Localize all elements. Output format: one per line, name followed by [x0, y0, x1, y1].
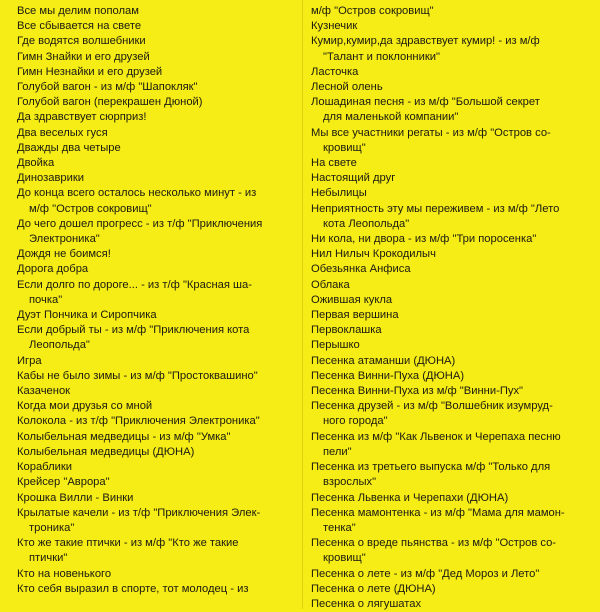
song-title-continuation: м/ф "Остров сокровищ" [29, 202, 152, 215]
song-title-line: Два веселых гуся [17, 126, 108, 139]
song-title-line: Кумир,кумир,да здравствует кумир! - из м/ф [311, 35, 540, 48]
song-title-line: Обезьянка Анфиса [311, 263, 411, 276]
song-title [17, 186, 297, 216]
song-title-line: Гимн Знайки и его друзей [17, 50, 150, 63]
column-divider [302, 0, 303, 609]
song-title-line: Колыбельная медведицы (ДЮНА) [17, 445, 195, 458]
song-title-line: Песенка о лягушатах [311, 597, 422, 610]
song-title [311, 186, 595, 201]
song-title-line: Если добрый ты - из м/ф "Приключения кота [17, 324, 250, 337]
song-title [311, 430, 595, 460]
song-title [311, 506, 595, 536]
song-title-continuation: почка" [29, 293, 63, 306]
song-title-line: До чего дошел прогресс - из т/ф "Приключения [17, 217, 263, 230]
song-title-line: Ожившая кукла [311, 293, 393, 306]
song-title [311, 262, 595, 277]
song-title [17, 217, 297, 247]
song-title-line: Кто же такие птички - из м/ф "Кто же такие [17, 537, 239, 550]
song-title-line: Песенка Львенка и Черепахи (ДЮНА) [311, 491, 509, 504]
song-title [311, 597, 595, 612]
song-title [17, 247, 297, 262]
song-title-line: Кораблики [17, 461, 73, 474]
song-title-continuation: кота Леопольда" [323, 217, 410, 230]
song-title-line: Гимн Незнайки и его друзей [17, 65, 163, 78]
song-title [311, 202, 595, 232]
song-title-line: Кузнечик [311, 20, 358, 33]
song-title [311, 567, 595, 582]
song-title [17, 126, 297, 141]
song-title-line: Лошадиная песня - из м/ф "Большой секрет [311, 96, 540, 109]
song-title [17, 475, 297, 490]
song-title-line: Кабы не было зимы - из м/ф "Простоквашино" [17, 369, 258, 382]
song-title-line: Крошка Вилли - Винки [17, 491, 134, 504]
song-title [311, 156, 595, 171]
song-title-line: На свете [311, 157, 357, 170]
song-title [311, 460, 595, 490]
song-title [17, 110, 297, 125]
song-title [17, 491, 297, 506]
song-title [17, 50, 297, 65]
song-title-line: Небылицы [311, 187, 367, 200]
song-title [311, 323, 595, 338]
song-title [311, 232, 595, 247]
song-title [311, 293, 595, 308]
song-title-line: Когда мои друзья со мной [17, 400, 153, 413]
song-title-line: Первая вершина [311, 309, 399, 322]
song-title-line: Песенка Винни-Пуха из м/ф "Винни-Пух" [311, 385, 524, 398]
song-title-continuation: птички" [29, 552, 68, 565]
song-title-line: Дорога добра [17, 263, 89, 276]
song-title [17, 536, 297, 566]
song-list-left-column [17, 4, 297, 597]
song-title-line: Песенка о лете - из м/ф "Дед Мороз и Лето" [311, 567, 540, 580]
song-title [17, 308, 297, 323]
song-title [311, 491, 595, 506]
song-title-continuation: ного города" [323, 415, 388, 428]
song-title [311, 308, 595, 323]
song-title-line: Голубой вагон - из м/ф "Шапокляк" [17, 81, 198, 94]
song-title [17, 156, 297, 171]
song-title-line: Все сбывается на свете [17, 20, 142, 33]
song-title-line: Все мы делим пополам [17, 5, 139, 17]
song-title-line: Двойка [17, 157, 55, 170]
song-title-line: Песенка из м/ф "Как Львенок и Черепаха песню [311, 430, 561, 443]
song-title-line: Песенка из третьего выпуска м/ф "Только для [311, 461, 551, 474]
song-title [311, 582, 595, 597]
song-title-line: Да здравствует сюрприз! [17, 111, 147, 124]
song-title-line: До конца всего осталось несколько минут - из [17, 187, 257, 200]
song-title [311, 384, 595, 399]
song-title-line: Первоклашка [311, 324, 382, 337]
song-title-continuation: взрослых" [323, 476, 377, 489]
song-title-line: Песенка друзей - из м/ф "Волшебник изумруд- [311, 400, 553, 413]
song-title-continuation: троника" [29, 521, 75, 534]
song-title-line: Ни кола, ни двора - из м/ф "Три поросенка" [311, 233, 537, 246]
song-title [17, 582, 297, 597]
song-title-line: Дуэт Пончика и Сиропчика [17, 309, 157, 322]
song-title [17, 384, 297, 399]
song-title [311, 369, 595, 384]
song-title-line: Кто на новенького [17, 567, 112, 580]
song-title [17, 262, 297, 277]
song-title [17, 445, 297, 460]
song-title-line: Мы все участники регаты - из м/ф "Остров со- [311, 126, 551, 139]
song-title-line: Нил Нилыч Крокодилыч [311, 248, 436, 261]
song-title-line: Дождя не боимся! [17, 248, 111, 261]
song-title [17, 323, 297, 353]
song-title-line: Кто себя выразил в спорте, тот молодец - из [17, 582, 249, 595]
song-title [17, 506, 297, 536]
song-title [17, 19, 297, 34]
song-title [311, 19, 595, 34]
song-title-line: Облака [311, 278, 350, 291]
song-title-line: Песенка Винни-Пуха (ДЮНА) [311, 369, 465, 382]
song-title [311, 95, 595, 125]
song-title-line: Неприятность эту мы переживем - из м/ф "Лето [311, 202, 560, 215]
song-title [311, 171, 595, 186]
song-title-line: Где водятся волшебники [17, 35, 146, 48]
song-title-line: Колыбельная медведицы - из м/ф "Умка" [17, 430, 231, 443]
song-title [311, 354, 595, 369]
song-title-line: Песенка о вреде пьянства - из м/ф "Остров со- [311, 537, 557, 550]
song-title [17, 414, 297, 429]
song-title [17, 65, 297, 80]
song-title-line: Если долго по дороге... - из т/ф "Красная ша- [17, 278, 252, 291]
song-title [17, 80, 297, 95]
song-title-continuation: кровищ" [323, 552, 366, 565]
song-title-continuation: Электроника" [29, 233, 100, 246]
song-title-line: Песенка мамонтенка - из м/ф "Мама для мамон- [311, 506, 565, 519]
song-title-line: Крылатые качели - из т/ф "Приключения Элек- [17, 506, 261, 519]
song-title [311, 126, 595, 156]
song-list-right-column [311, 4, 595, 612]
song-title-line: Колокола - из т/ф "Приключения Электроника" [17, 415, 260, 428]
song-title-line: Голубой вагон (перекрашен Дюной) [17, 96, 203, 109]
song-title-line: Настоящий друг [311, 172, 396, 185]
song-title [17, 141, 297, 156]
song-title [311, 536, 595, 566]
song-title [17, 34, 297, 49]
song-title [311, 80, 595, 95]
song-title [17, 567, 297, 582]
song-title [17, 95, 297, 110]
song-title-line: Казаченок [17, 385, 71, 398]
song-title-line: Крейсер "Аврора" [17, 476, 110, 489]
song-title-line: Лесной олень [311, 81, 383, 94]
song-title [17, 399, 297, 414]
song-title-continuation: Леопольда" [29, 339, 90, 352]
song-title-continuation: для маленькой компании" [323, 111, 459, 124]
song-title [311, 34, 595, 64]
song-title-continuation: тенка" [323, 521, 356, 534]
song-title-line: Песенка о лете (ДЮНА) [311, 582, 436, 595]
song-title [311, 278, 595, 293]
song-title-line: Дважды два четыре [17, 141, 121, 154]
song-title-continuation: пели" [323, 445, 352, 458]
song-title-continuation: "Талант и поклонники" [323, 50, 440, 63]
song-title [311, 399, 595, 429]
song-title-line: Перышко [311, 339, 360, 352]
song-title-continuation: кровищ" [323, 141, 366, 154]
song-title [17, 354, 297, 369]
song-title [311, 338, 595, 353]
song-title [17, 278, 297, 308]
song-title [17, 430, 297, 445]
song-title [311, 4, 595, 19]
song-title [17, 4, 297, 19]
song-title [17, 171, 297, 186]
song-title [17, 369, 297, 384]
song-title-line: Ласточка [311, 65, 359, 78]
song-title [17, 460, 297, 475]
song-title [311, 247, 595, 262]
song-title-line: м/ф "Остров сокровищ" [311, 5, 434, 17]
song-title-line: Динозаврики [17, 172, 85, 185]
song-title [311, 65, 595, 80]
song-title-line: Игра [17, 354, 42, 367]
song-title-line: Песенка атаманши (ДЮНА) [311, 354, 456, 367]
